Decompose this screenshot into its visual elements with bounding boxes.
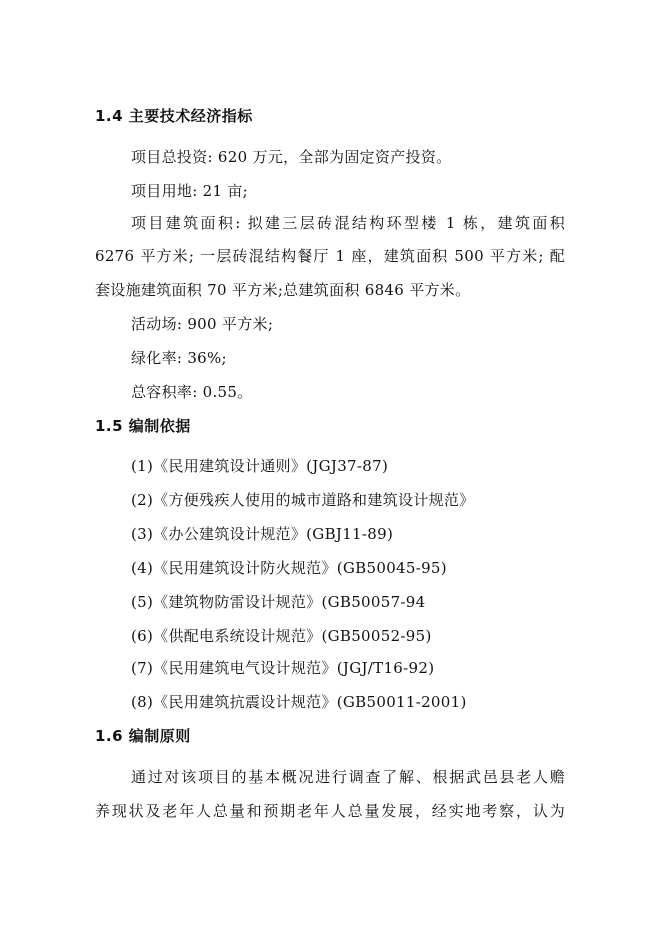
- paragraph-line: 通过对该项目的基本概况进行调查了解、根据武邑县老人赡: [131, 768, 565, 786]
- reference-item: (5)《建筑物防雷设计规范》(GB50057-94: [131, 593, 426, 611]
- reference-item: (2)《方便残疾人使用的城市道路和建筑设计规范》: [131, 491, 475, 509]
- paragraph-line: 项目建筑面积: 拟建三层砖混结构环型楼 1 栋，建筑面积: [131, 214, 565, 232]
- reference-item: (8)《民用建筑抗震设计规范》(GB50011-2001): [131, 693, 467, 711]
- paragraph-line: 6276 平方米; 一层砖混结构餐厅 1 座，建筑面积 500 平方米; 配: [95, 247, 565, 265]
- section-heading-1-4: 1.4 主要技术经济指标: [95, 107, 253, 125]
- paragraph-line: 养现状及老年人总量和预期老年人总量发展，经实地考察，认为: [95, 802, 565, 820]
- reference-item: (7)《民用建筑电气设计规范》(JGJ/T16-92): [131, 659, 435, 677]
- reference-item: (3)《办公建筑设计规范》(GBJ11-89): [131, 525, 394, 543]
- paragraph-line: 项目用地: 21 亩;: [131, 182, 249, 200]
- reference-item: (1)《民用建筑设计通则》(JGJ37-87): [131, 457, 389, 475]
- paragraph-line: 项目总投资: 620 万元，全部为固定资产投资。: [131, 148, 452, 166]
- section-heading-1-6: 1.6 编制原则: [95, 727, 191, 745]
- paragraph-line: 套设施建筑面积 70 平方米;总建筑面积 6846 平方米。: [95, 281, 471, 299]
- paragraph-line: 绿化率: 36%;: [131, 349, 227, 367]
- paragraph-line: 总容积率: 0.55。: [131, 383, 253, 401]
- paragraph-line: 活动场: 900 平方米;: [131, 315, 274, 333]
- reference-item: (6)《供配电系统设计规范》(GB50052-95): [131, 627, 432, 645]
- reference-item: (4)《民用建筑设计防火规范》(GB50045-95): [131, 559, 447, 577]
- section-heading-1-5: 1.5 编制依据: [95, 417, 191, 435]
